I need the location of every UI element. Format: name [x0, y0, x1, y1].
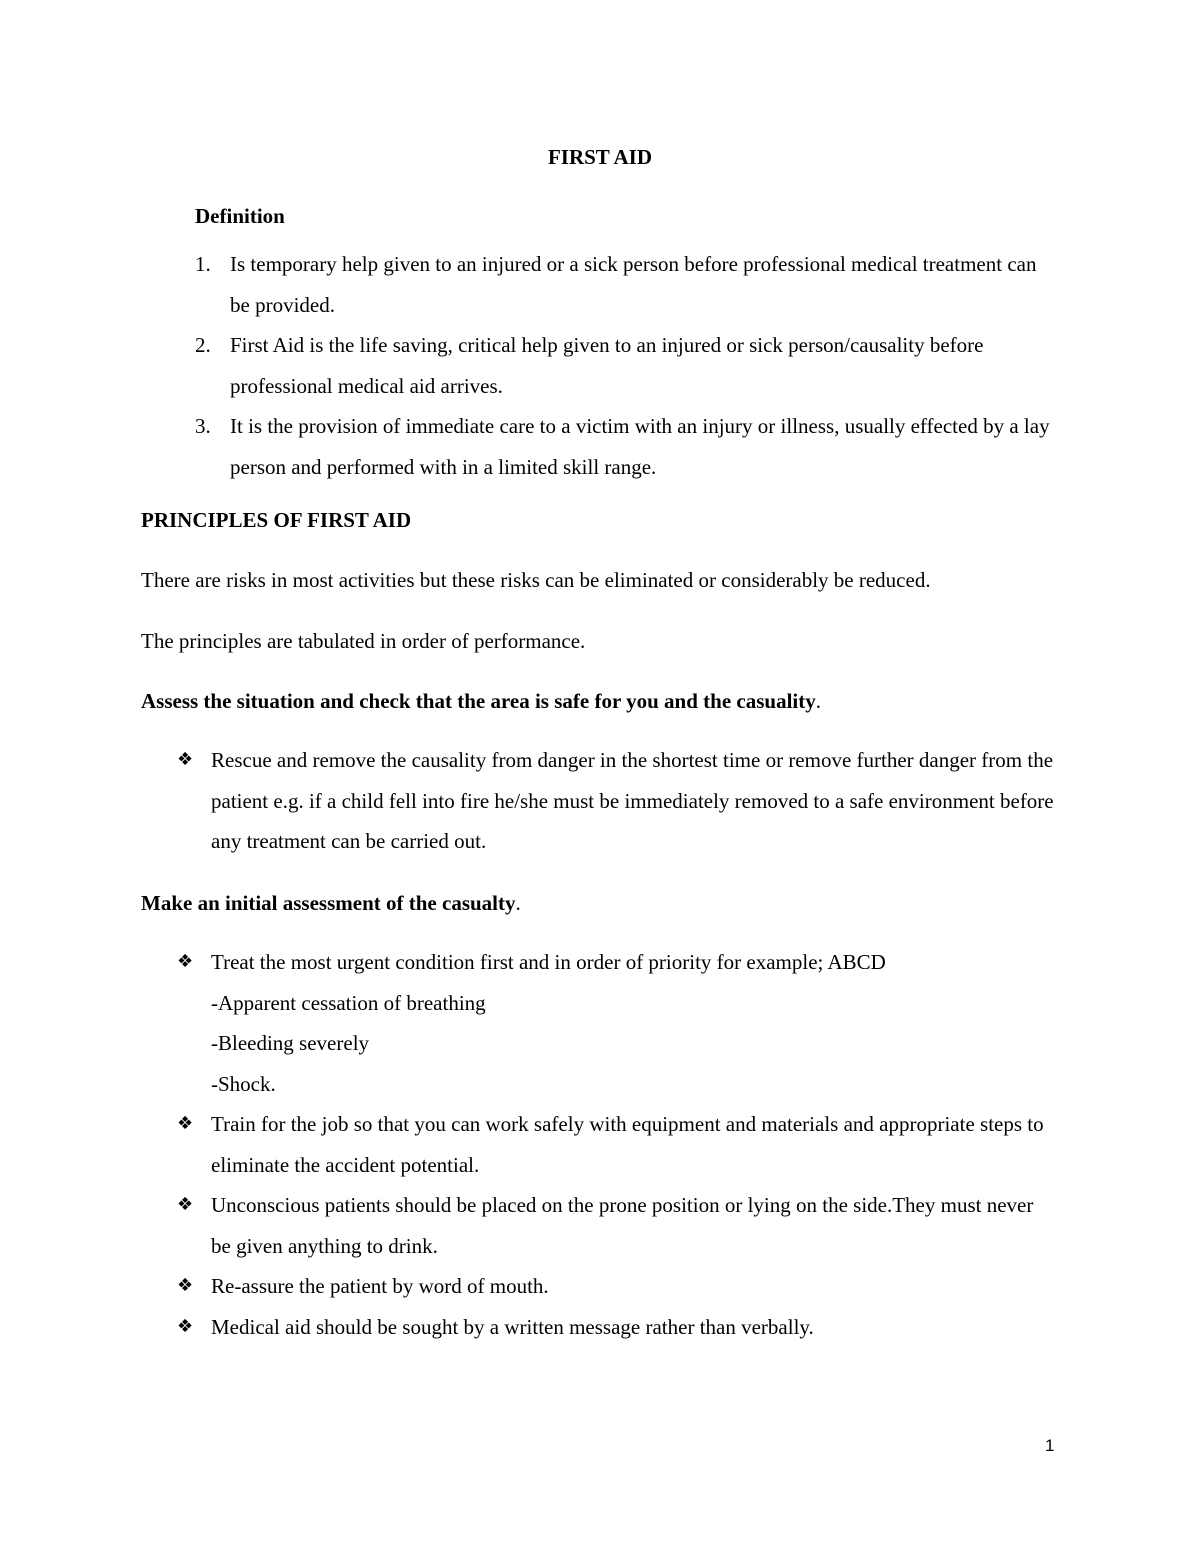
- list-number: 2.: [195, 333, 211, 358]
- list-item: [177, 1307, 1057, 1348]
- list-item: [177, 1185, 1057, 1266]
- diamond-bullet-icon: ❖: [177, 1194, 194, 1215]
- principles-heading: PRINCIPLES OF FIRST AID: [141, 508, 412, 532]
- abcd-item: -Apparent cessation of breathing: [211, 990, 486, 1015]
- document-title: FIRST AID: [547, 145, 653, 169]
- section-heading-initial-assessment: [141, 891, 1061, 916]
- principles-order-note: The principles are tabulated in order of performance.: [141, 629, 586, 653]
- definition-list: [195, 244, 1055, 488]
- section-heading-period: .: [815, 689, 821, 713]
- list-item: [195, 406, 1055, 487]
- principles-intro: There are risks in most activities but these risks can be eliminated or considerably be reduced.: [141, 568, 931, 592]
- diamond-bullet-icon: ❖: [177, 749, 194, 770]
- list-number: 3.: [195, 414, 211, 439]
- list-number: 1.: [195, 252, 211, 276]
- list-text: It is the provision of immediate care to a victim with an injury or illness, usually effected by a lay person and performed with in a limited skill range.: [230, 414, 1050, 479]
- list-text: Re-assure the patient by word of mouth.: [211, 1274, 549, 1298]
- list-text: First Aid is the life saving, critical help given to an injured or sick person/causality before professional medical aid arrives.: [230, 333, 984, 398]
- list-text-group: [211, 942, 1057, 1104]
- definition-heading: Definition: [195, 204, 285, 228]
- list-item: [177, 942, 1057, 1104]
- diamond-bullet-icon: ❖: [177, 1275, 194, 1296]
- list-item: [195, 325, 1055, 406]
- list-text: Medical aid should be sought by a written message rather than verbally.: [211, 1314, 814, 1339]
- diamond-bullet-icon: ❖: [177, 1113, 194, 1134]
- abcd-item: -Shock.: [211, 1071, 276, 1096]
- assessment-bullet-list: [177, 942, 1057, 1347]
- list-item: [177, 740, 1057, 862]
- section-heading-assess: [141, 689, 1061, 714]
- list-item: [195, 244, 1055, 325]
- list-text: Train for the job so that you can work safely with equipment and materials and appropriate steps to eliminate the accident potential.: [211, 1112, 1044, 1177]
- assess-bullet-list: [177, 740, 1057, 862]
- list-item: [177, 1266, 1057, 1307]
- page-number: 1: [1045, 1436, 1055, 1455]
- diamond-bullet-icon: ❖: [177, 1315, 194, 1337]
- abcd-item: -Bleeding severely: [211, 1031, 370, 1055]
- list-text: Is temporary help given to an injured or a sick person before professional medical treatment can be provided.: [230, 252, 1037, 317]
- list-text: Rescue and remove the causality from danger in the shortest time or remove further danger from the patient e.g. if a child fell into fire he/she must be immediately removed to a safe environment before any treatment can be carried out.: [211, 748, 1054, 853]
- section-heading-text: Make an initial assessment of the casualty: [141, 891, 516, 915]
- list-item: [177, 1104, 1057, 1185]
- section-heading-text: Assess the situation and check that the area is safe for you and the casuality: [141, 689, 816, 713]
- diamond-bullet-icon: ❖: [177, 951, 194, 972]
- list-text: Unconscious patients should be placed on the prone position or lying on the side.They must never be given anything to drink.: [211, 1193, 1034, 1258]
- list-text: Treat the most urgent condition first and in order of priority for example; ABCD: [211, 950, 886, 974]
- section-heading-period: .: [515, 891, 521, 915]
